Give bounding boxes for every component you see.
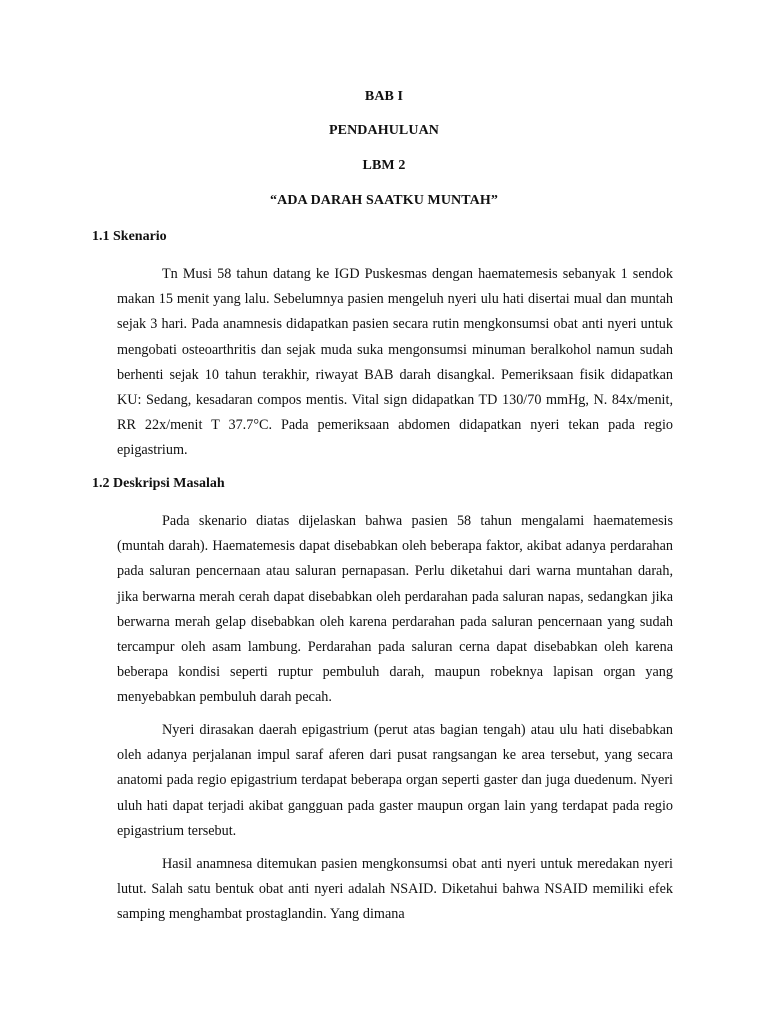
paragraph-deskripsi-2: Nyeri dirasakan daerah epigastrium (perut atas bagian tengah) atau ulu hati disebabkan oleh adanya perjalanan impul saraf aferen dari pusat rangsangan ke area tersebut, yang secara anatomi pada regio epigastrium terdapat beberapa organ seperti gaster dan juga duedenum. Nyeri uluh hati dapat terjadi akibat gangguan pada gaster maupun organ lain yang terdapat pada regio epigastrium tersebut.: [117, 722, 673, 839]
paragraph-deskripsi-1: Pada skenario diatas dijelaskan bahwa pasien 58 tahun mengalami haematemesis (muntah darah). Haematemesis dapat disebabkan oleh beberapa faktor, akibat adanya perdarahan pada saluran pencernaan atau saluran pernapasan. Perlu diketahui dari warna muntahan darah, jika berwarna merah cerah dapat disebabkan oleh perdarahan pada saluran napas, sedangkan jika berwarna merah gelap disebabkan oleh karena perdarahan pada saluran pencernaan yang sudah tercampur oleh asam lambung. Perdarahan pada saluran cerna dapat disebabkan oleh karena beberapa kondisi seperti ruptur pembuluh darah, maupun robeknya lapisan organ yang menyebabkan pembuluh darah pecah.: [117, 513, 673, 706]
section-heading-skenario: 1.1 Skenario: [92, 229, 167, 244]
paragraph-skenario: Tn Musi 58 tahun datang ke IGD Puskesmas dengan haematemesis sebanyak 1 sendok makan 15 menit yang lalu. Sebelumnya pasien mengeluh nyeri ulu hati disertai mual dan muntah sejak 3 hari. Pada anamnesis didapatkan pasien secara rutin mengkonsumsi obat anti nyeri untuk mengobati osteoarthritis dan sejak muda suka mengonsumsi minuman beralkohol namun sudah berhenti sejak 10 tahun terakhir, riwayat BAB darah disangkal. Pemeriksaan fisik didapatkan KU: Sedang, kesadaran compos mentis. Vital sign didapatkan TD 130/70 mmHg, N. 84x/menit, RR 22x/menit T 37.7°C. Pada pemeriksaan abdomen didapatkan nyeri tekan pada regio epigastrium.: [117, 266, 673, 459]
paragraph-deskripsi-3: Hasil anamnesa ditemukan pasien mengkonsumsi obat anti nyeri untuk meredakan nyeri lutut. Salah satu bentuk obat anti nyeri adalah NSAID. Diketahui bahwa NSAID memiliki efek samping menghambat prostaglandin. Yang dimana: [117, 856, 673, 923]
chapter-title: BAB I: [364, 89, 404, 104]
scenario-title: “ADA DARAH SAATKU MUNTAH”: [270, 193, 498, 208]
chapter-subtitle: PENDAHULUAN: [329, 123, 439, 138]
lbm-label: LBM 2: [362, 158, 406, 173]
section-heading-deskripsi-masalah: 1.2 Deskripsi Masalah: [92, 476, 225, 491]
